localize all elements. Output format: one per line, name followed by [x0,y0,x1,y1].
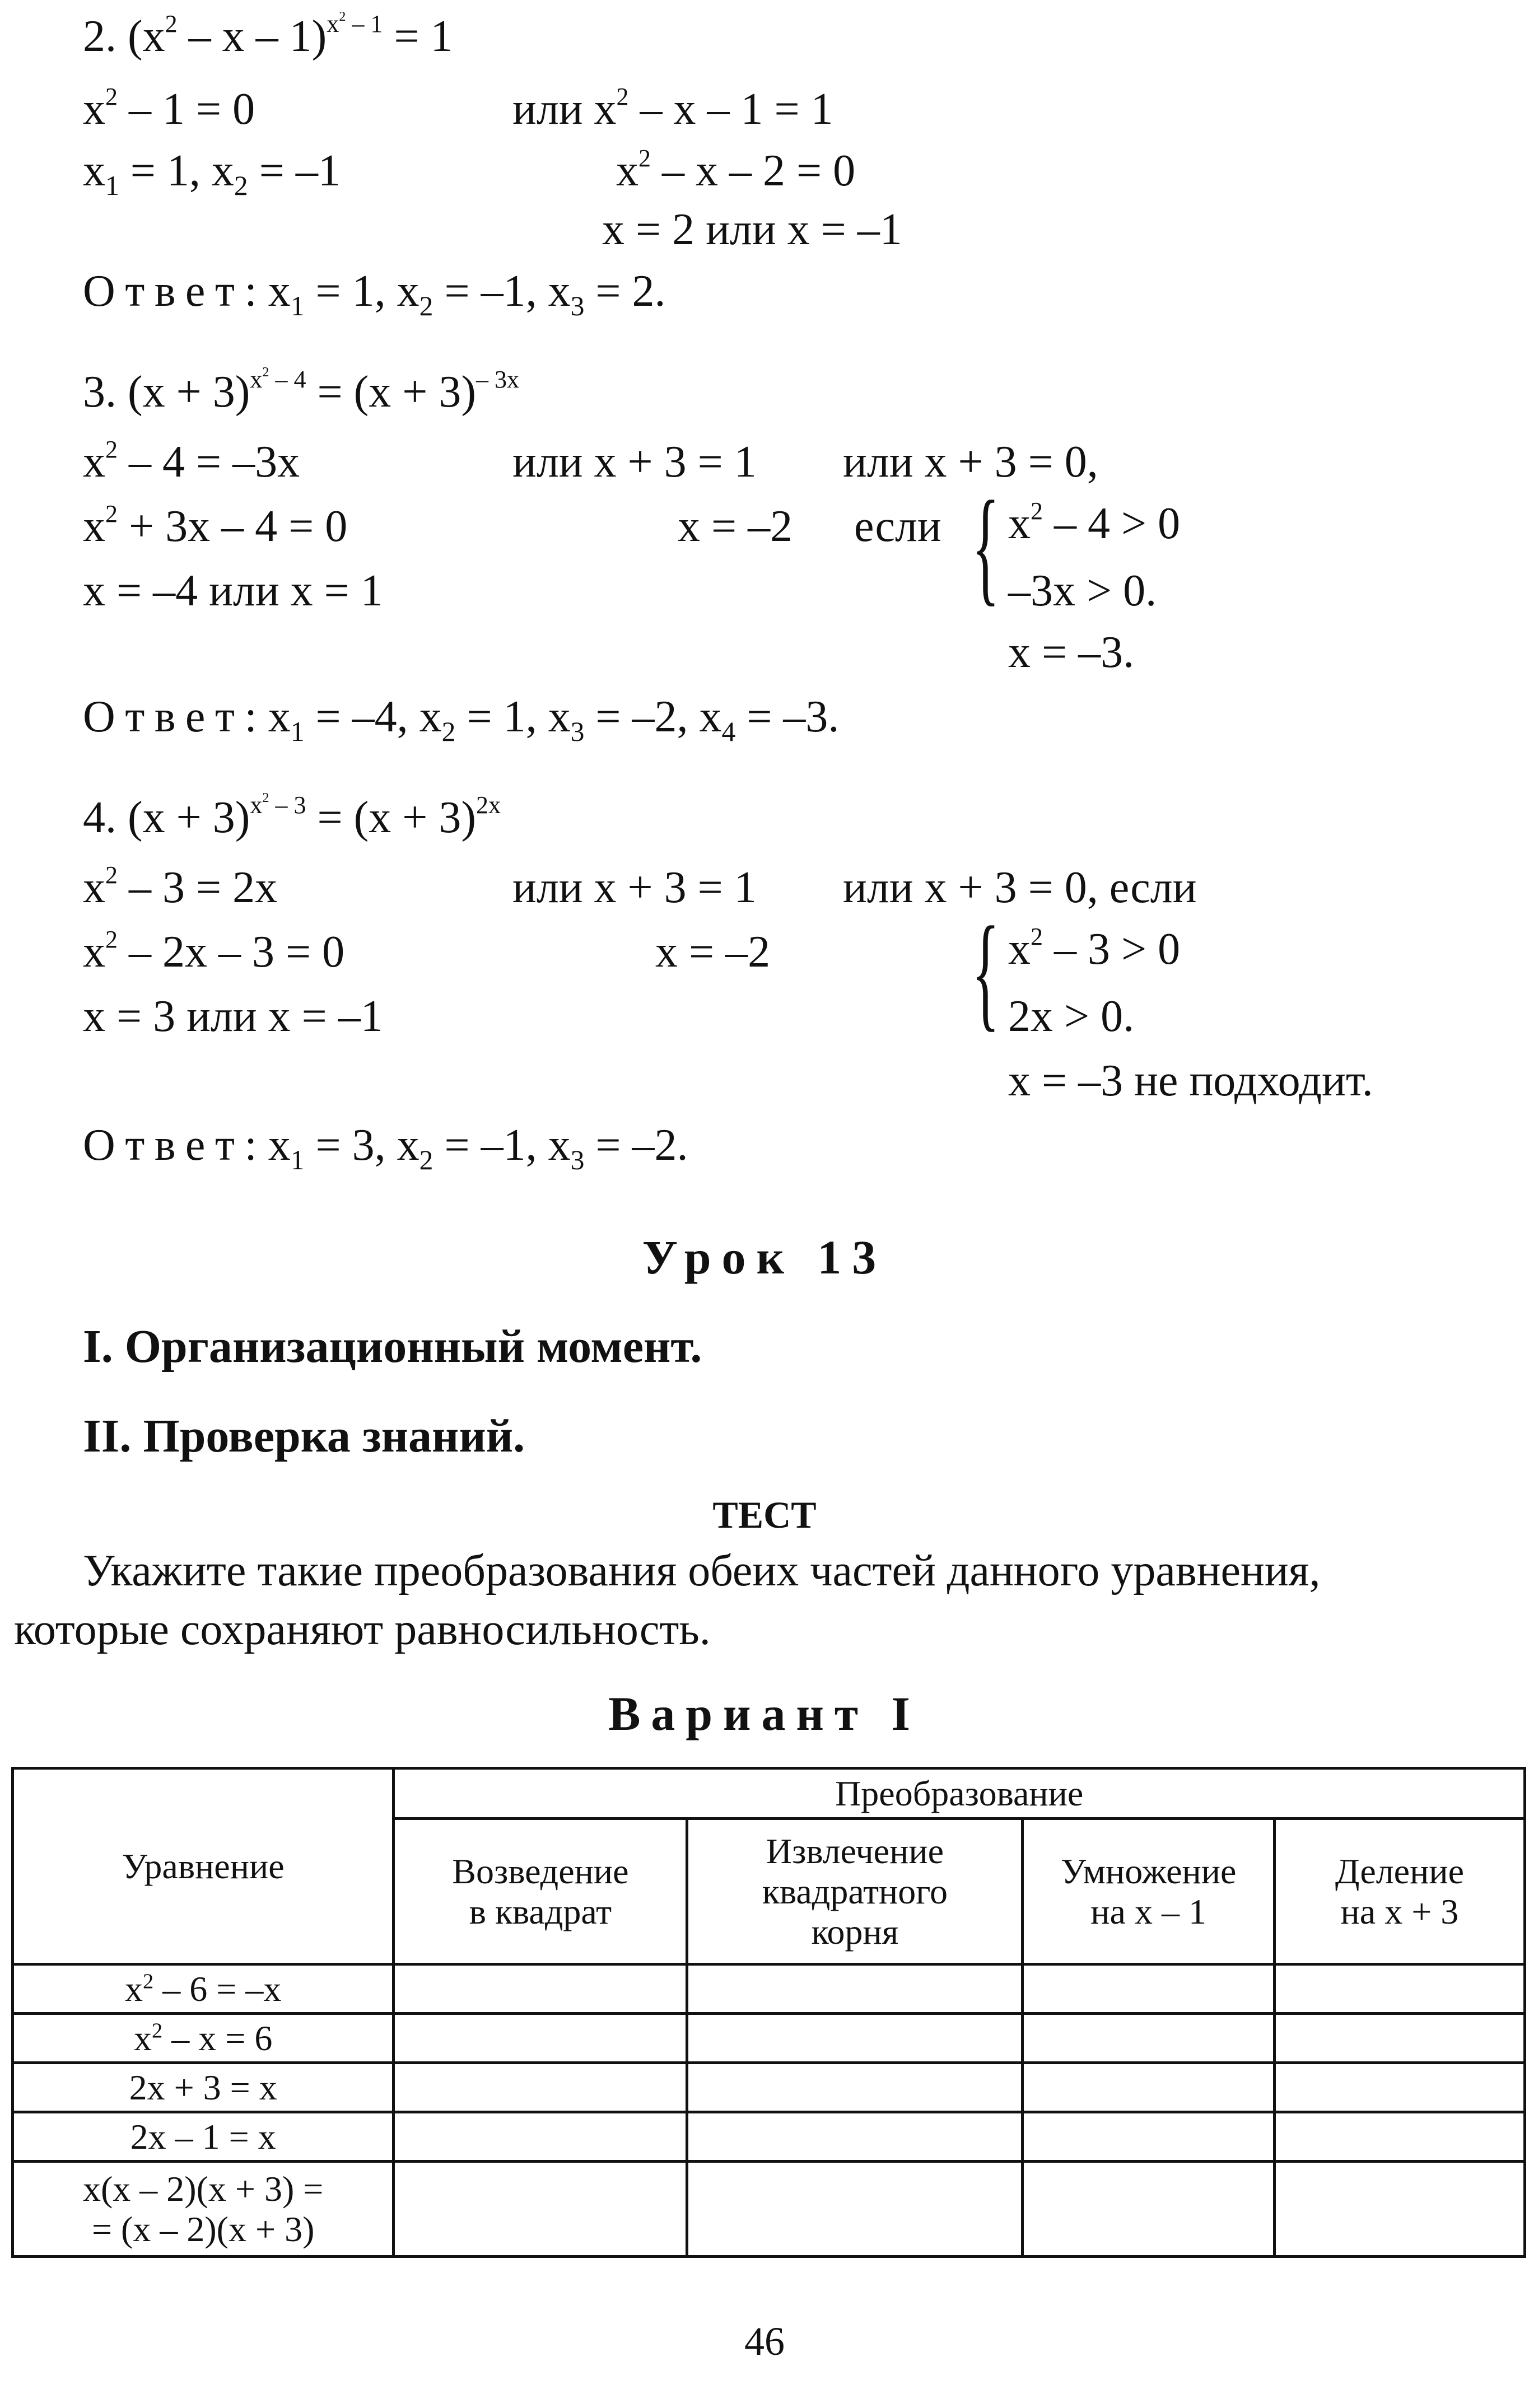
answer-cell[interactable] [1274,1964,1525,2014]
problem4-line3-left: x = 3 или x = –1 [83,992,383,1041]
answer-cell[interactable] [1274,2063,1525,2112]
problem4-system-line2: 2x > 0. [1008,992,1135,1041]
answer-cell[interactable] [394,2162,687,2257]
problem4-line2-left: $x^2 - 2x - 3 = 0$ [83,925,345,977]
answer-cell[interactable] [687,2063,1023,2112]
header-divide: Деление на x + 3 [1274,1819,1525,1964]
problem4-line1-right: или x + 3 = 0, если [843,863,1197,912]
problem3-equation: 3. $(x + 3)^{x^2 - 4} = (x + 3)^{- 3x}$ [83,365,520,417]
instruction-line-1: Укажите такие преобразования обеих частей данного уравнения, [83,1546,1321,1595]
problem4-line4-right: x = –3 не подходит. [1008,1056,1373,1105]
problem2-line3-right: x = 2 или x = –1 [602,205,902,254]
problem4-line1-left: $x^2 - 3 = 2x$ [83,861,278,912]
answer-cell[interactable] [394,2112,687,2162]
problem2-equation: 2. $(x^2 - x - 1)^{x^2 - 1} = 1$ [83,9,453,61]
problem2-line1-right: или $x^2 - x - 1 = 1$ [512,82,833,134]
lesson-title: Урок 13 [642,1230,887,1284]
table-row [13,1964,1525,2014]
answer-cell[interactable] [1274,2112,1525,2162]
problem2-line1-left: $x^2 - 1 = 0$ [83,82,255,134]
problem2-answer: Ответ: $x_1 = 1$, $x_2 = -1$, $x_3 = 2$. [83,267,666,321]
equation-cell: 2x + 3 = x [13,2063,394,2112]
problem3-line1-left: $x^2 - 4 = -3x$ [83,435,300,487]
problem3-answer: Ответ: $x_1 = -4$, $x_2 = 1$, $x_3 = -2$, $x_4 = -3$. [83,692,840,747]
header-equation: Уравнение [13,1768,394,1964]
answer-cell[interactable] [1023,2063,1274,2112]
answer-cell[interactable] [1023,2162,1274,2257]
answer-cell[interactable] [1274,2014,1525,2063]
answer-cell[interactable] [394,1964,687,2014]
system-brace: { [972,900,1000,1043]
section-heading-1: I. Организационный момент. [83,1320,702,1373]
test-title: ТЕСТ [712,1494,817,1536]
answer-cell[interactable] [1023,2014,1274,2063]
header-square-root: Извлечение квадратного корня [687,1819,1023,1964]
problem3-line2-middle: x = –2 [678,502,793,551]
equation-cell: 2x – 1 = x [13,2112,394,2162]
problem3-line3-left: x = –4 или x = 1 [83,566,383,615]
answer-cell[interactable] [1023,2112,1274,2162]
answer-cell[interactable] [687,2014,1023,2063]
answer-cell[interactable] [1023,1964,1274,2014]
equation-cell: x(x – 2)(x + 3) = = (x – 2)(x + 3) [13,2162,394,2257]
table-row [13,2063,1525,2112]
problem4-line2-middle: x = –2 [655,927,771,977]
table-row [13,2162,1525,2257]
problem3-line2-left: $x^2 + 3x - 4 = 0$ [83,500,348,551]
table-row [13,2112,1525,2162]
system-brace: { [972,474,1000,617]
answer-cell[interactable] [687,2162,1023,2257]
equation-cell: $x^2 - x = 6$ [13,2014,394,2063]
problem3-line1-right: или x + 3 = 0, [843,437,1098,487]
header-multiply: Умножение на x – 1 [1023,1819,1274,1964]
problem3-system-line2: –3x > 0. [1008,566,1157,615]
problem3-line1-middle: или x + 3 = 1 [512,437,757,487]
answer-cell[interactable] [1274,2162,1525,2257]
instruction-line-2: которые сохраняют равносильность. [14,1605,711,1654]
header-transformation: Преобразование [394,1768,1525,1819]
problem2-line2-right: $x^2 - x - 2 = 0$ [616,144,856,195]
problem3-system-line1: $x^2 - 4 > 0$ [1008,497,1181,548]
table-row [13,2014,1525,2063]
problem4-line1-middle: или x + 3 = 1 [512,863,757,912]
problem3-line2-if: если [854,502,941,551]
problem4-system-line1: $x^2 - 3 > 0$ [1008,922,1181,974]
answer-cell[interactable] [394,2014,687,2063]
header-squaring: Возведение в квадрат [394,1819,687,1964]
equation-cell: $x^2 - 6 = -x$ [13,1964,394,2014]
answer-cell[interactable] [394,2063,687,2112]
variant-title: Вариант I [608,1687,921,1740]
section-heading-2: II. Проверка знаний. [83,1410,525,1462]
page-number: 46 [744,2319,785,2364]
test-table [11,1767,1526,2258]
problem3-line4-right: x = –3. [1008,628,1135,677]
table-header-row [13,1768,1525,1819]
answer-cell[interactable] [687,1964,1023,2014]
problem4-answer: Ответ: $x_1 = 3$, $x_2 = -1$, $x_3 = -2$. [83,1121,688,1175]
answer-cell[interactable] [687,2112,1023,2162]
problem4-equation: 4. $(x + 3)^{x^2 - 3} = (x + 3)^{2x}$ [83,790,501,842]
problem2-line2-left: $x_1 = 1$, $x_2 = -1$ [83,146,341,201]
